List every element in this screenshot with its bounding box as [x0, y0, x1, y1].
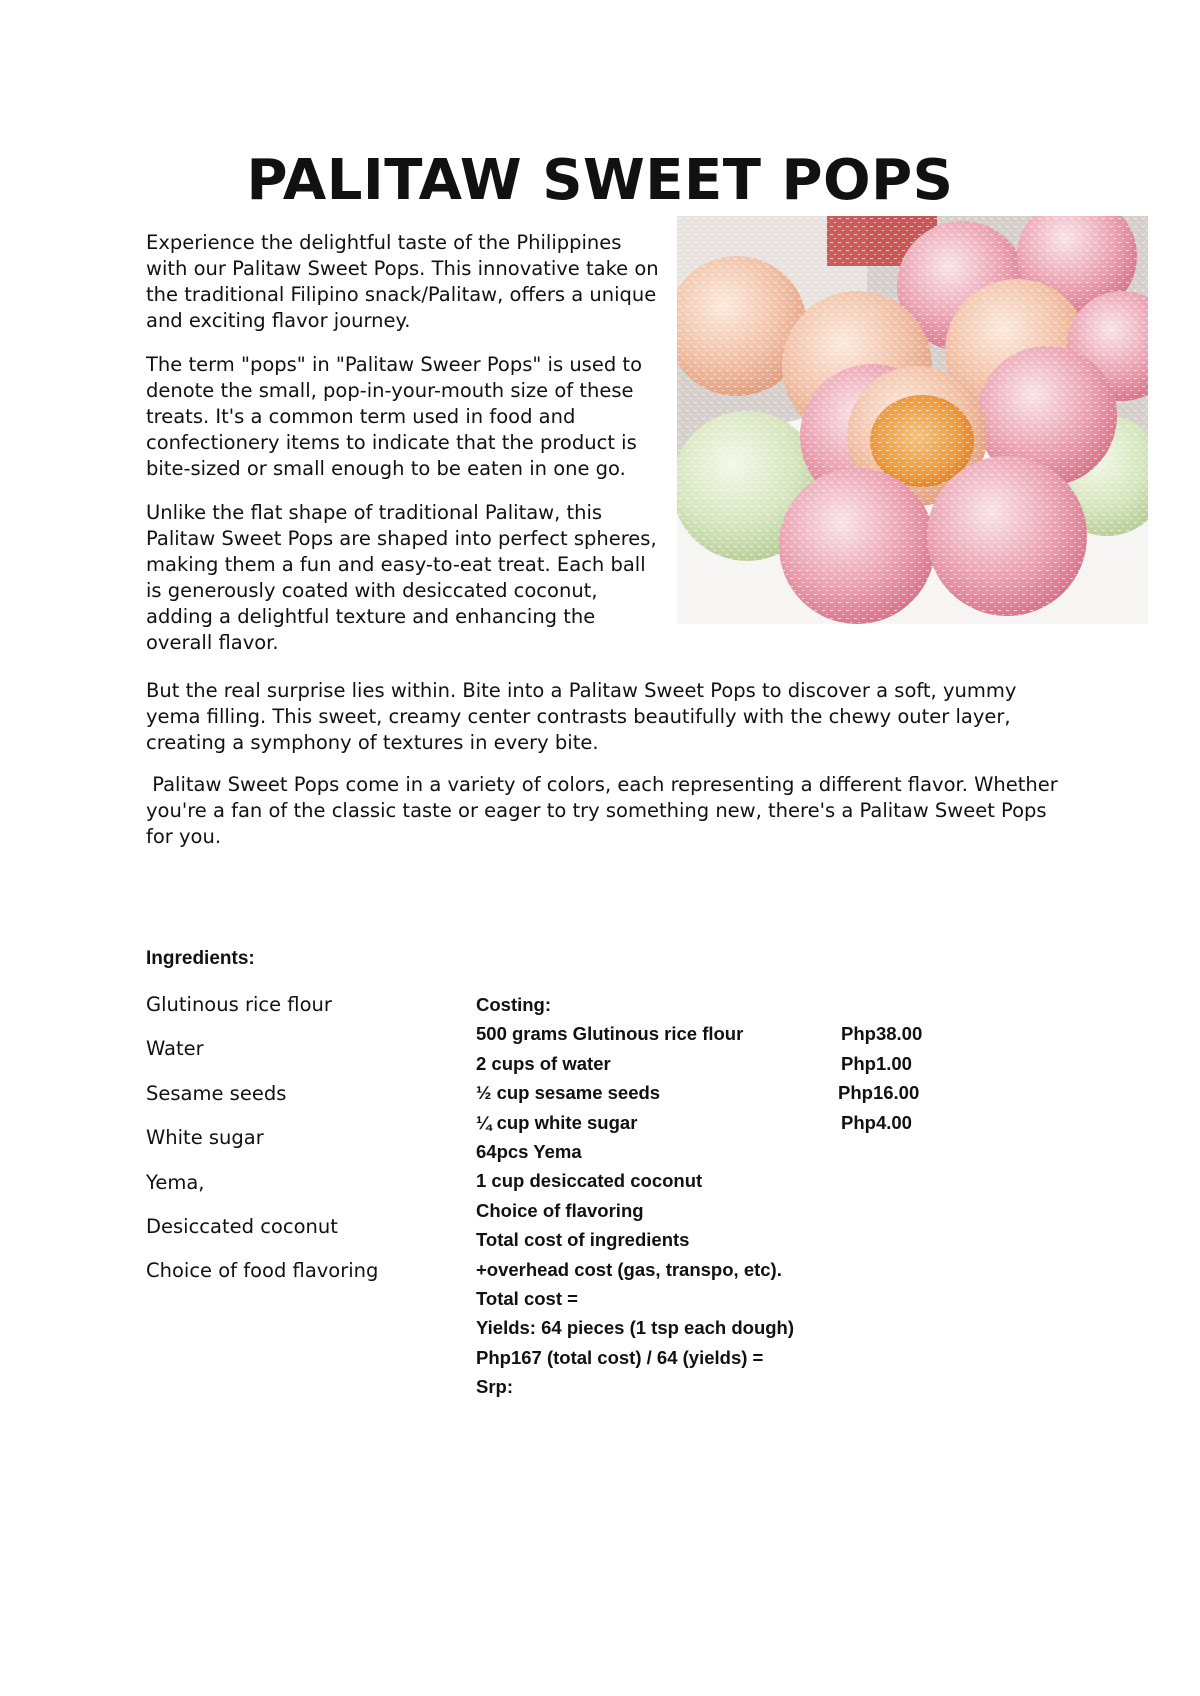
page-title: PALITAW SWEET POPS [246, 148, 954, 213]
cost-label: 500 grams Glutinous rice flour [476, 1023, 744, 1045]
cost-row [476, 1374, 976, 1403]
cost-label: 64pcs Yema [476, 1140, 582, 1162]
cost-row [476, 1139, 976, 1168]
costing-heading: Costing: [476, 994, 552, 1015]
body-paragraph: Palitaw Sweet Pops come in a variety of colors, each representing a different flavor. Whether you're a fan of the classic taste or eager to try something new, there's a Palitaw Sweet Pops for you. [146, 773, 1064, 848]
cost-label: Total cost of ingredients [476, 1229, 690, 1251]
cost-price: Php38.00 [841, 1023, 923, 1045]
cost-row [476, 1080, 976, 1109]
cost-row [476, 1168, 976, 1197]
ingredient-item: Glutinous rice flour [146, 993, 332, 1016]
cost-price: Php1.00 [841, 1052, 912, 1074]
intro-text [146, 230, 666, 674]
cost-row [476, 1110, 976, 1139]
intro-paragraph: Experience the delightful taste of the Philippines with our Palitaw Sweet Pops. This innovative take on the traditional Filipino snack/Palitaw, offers a unique and exciting flavor journey. [146, 231, 659, 332]
intro-paragraph: Unlike the flat shape of traditional Palitaw, this Palitaw Sweet Pops are shaped into perfect spheres, making them a fun and easy-to-eat treat. Each ball is generously coated with desiccated coconut, adding a delightful texture and enhancing the overall flavor. [146, 501, 657, 654]
intro-paragraph: The term "pops" in "Palitaw Sweer Pops" is used to denote the small, pop-in-your-mouth size of these treats. It's a common term used in food and confectionery items to indicate that the product is bite-sized or small enough to be eaten in one go. [146, 353, 642, 480]
ingredients-heading: Ingredients: [146, 948, 255, 969]
body-text [146, 678, 1066, 866]
cost-price: Php16.00 [838, 1082, 920, 1104]
cost-row [476, 1257, 976, 1286]
cost-row [476, 1198, 976, 1227]
cost-label: 2 cups of water [476, 1052, 611, 1074]
cost-label: ¼ cup white sugar [476, 1111, 638, 1133]
ingredient-item: White sugar [146, 1126, 264, 1150]
cost-row [476, 1345, 976, 1374]
palitaw-balls-illustration [677, 216, 1148, 624]
ingredients-list [146, 992, 476, 1303]
cost-price: Php4.00 [841, 1111, 912, 1133]
ingredient-item: Yema, [146, 1170, 205, 1194]
cost-label: Yields: 64 pieces (1 tsp each dough) [476, 1317, 795, 1339]
cost-label: ½ cup sesame seeds [476, 1082, 661, 1104]
ingredient-item: Water [146, 1037, 204, 1061]
cost-row [476, 1227, 976, 1256]
cost-label: Choice of flavoring [476, 1199, 644, 1221]
ingredient-item: Choice of food flavoring [146, 1259, 379, 1283]
cost-label: 1 cup desiccated coconut [476, 1170, 703, 1192]
costing-section [476, 992, 976, 1403]
cost-label: Total cost = [476, 1287, 578, 1309]
cost-row [476, 1051, 976, 1080]
cost-label: Srp: [476, 1376, 513, 1398]
cost-label: +overhead cost (gas, transpo, etc). [476, 1258, 782, 1280]
cost-row [476, 1315, 976, 1344]
cost-label: Php167 (total cost) / 64 (yields) = [476, 1346, 764, 1368]
ingredient-item: Sesame seeds [146, 1081, 287, 1105]
ingredient-item: Desiccated coconut [146, 1214, 338, 1238]
body-paragraph: But the real surprise lies within. Bite into a Palitaw Sweet Pops to discover a soft, yummy yema filling. This sweet, creamy center contrasts beautifully with the chewy outer layer, creating a symphony of textures in every bite. [146, 679, 1017, 754]
product-photo [677, 216, 1148, 624]
cost-row [476, 1021, 976, 1050]
cost-row [476, 1286, 976, 1315]
